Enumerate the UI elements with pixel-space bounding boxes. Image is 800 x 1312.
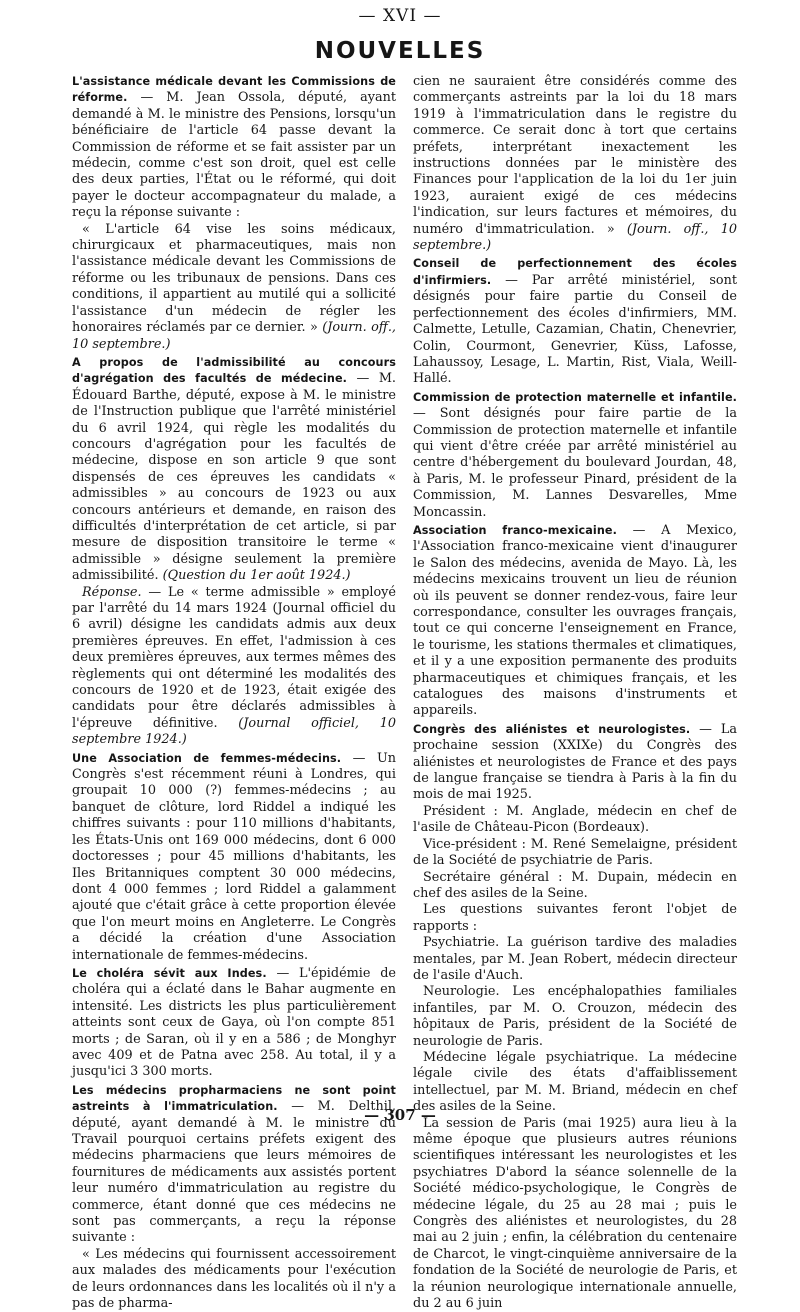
reply-label: Réponse. xyxy=(82,584,142,600)
congress-session-details: La session de Paris (mai 1925) aura lieu à la même époque que plusieurs autres réunions scientifiques intéressant les neurologistes et les psychiatres D'abord la séance solennelle de la Société médico-psychologique, le Congrès de médecine légale, du 25 au 28 mai ; puis le Congrès des aliénistes et neurologistes, du 28 mai au 2 juin ; enfin, la célébration du centenaire de Charcot, le vingt-cinquième anniversaire de la fondation de la Société de neurologie de Paris, et la réunion neurologique internationale annuelle, du 2 au 6 juin xyxy=(413,1115,737,1312)
article-heading: L'assistance médicale devant les Commissions de réforme. xyxy=(72,75,396,105)
article-body: — M. Édouard Barthe, député, expose à M. le ministre de l'Instruction publique que l'arrêté ministériel du 6 avril 1924, qui règle les modalités du concours d'agrégation pour les facultés de médecine, dispose en son article 9 que sont dispensés de ces épreuves les candidats « admissibles » au concours de 1923 ou aux concours antérieurs et demande, en raison des difficultés d'interprétation de cet article, si par mesure de disposition transitoire le terme « admissible » désigne seulement la première admissibilité. xyxy=(72,371,396,584)
article-congres-alienistes xyxy=(413,722,737,1312)
article-propharmaciens-continued xyxy=(413,74,737,254)
congress-medecine-legale: Médecine légale psychiatrique. La médecine légale civile des états d'affaiblissement intellectuel, par M. M. Briand, médecin en chef des asiles de la Seine. xyxy=(413,1049,737,1115)
reply-citation: (Journal officiel, 10 septembre 1924.) xyxy=(72,715,396,748)
right-column xyxy=(413,74,737,1312)
article-body: — La prochaine session (XXIXe) du Congrès des aliénistes et neurologistes de France et des pays de langue française se tiendra à Paris à la fin du mois de mai 1925. xyxy=(413,721,737,803)
article-body: — M. Delthil, député, ayant demandé à M. le ministre du Travail pourquoi certains préfets exigent des médecins pharmaciens que leurs mémoires de fournitures de médicaments aux assistés portent leur numéro d'immatriculation au registre du commerce, étant donné que ces médecins ne sont pas commerçants, a reçu la réponse suivante : xyxy=(72,1099,396,1246)
article-quote: « Les médecins qui fournissent accessoirement aux malades des médicaments pour l'exécution de leurs ordonnances dans les localités où il n'y a pas de pharma- xyxy=(72,1246,396,1312)
article-franco-mexicaine xyxy=(413,523,737,720)
article-body: — M. Jean Ossola, député, ayant demandé à M. le ministre des Pensions, lorsqu'un bénéficiaire de l'article 64 passe devant la Commission de réforme et se fait assister par un médecin, comme c'est son droit, quel est celle des deux parties, l'État ou le réformé, qui doit payer le docteur accompagnateur du malade, a reçu la réponse suivante : xyxy=(72,90,396,221)
article-cholera xyxy=(72,966,396,1081)
congress-vice-president: Vice-président : M. René Semelaigne, président de la Société de psychiatrie de Paris. xyxy=(413,836,737,869)
article-body: — L'épidémie de choléra qui a éclaté dans le Bahar augmente en intensité. Les districts les plus particulièrement atteints sont ceux de Gaya, où l'on compte 851 morts ; de Saran, où il y en a 586 ; de Monghyr avec 409 et de Patna avec 258. Au total, il y a jusqu'ici 3 300 morts. xyxy=(72,965,396,1080)
article-protection-maternelle xyxy=(413,390,737,521)
article-assistance-medicale xyxy=(72,74,396,353)
article-body: — Un Congrès s'est récemment réuni à Londres, qui groupait 10 000 (?) femmes-médecins ; au banquet de clôture, lord Riddel a indiqué les chiffres suivants : pour 110 millions d'habitants, les États-Unis ont 169 000 médecins, dont 6 000 doctoresses ; pour 45 millions d'habitants, les Iles Britanniques comptent 30 000 médecins, dont 4 000 femmes ; lord Riddel a galamment ajouté que c'était grâce à cette proportion élevée que l'on meurt moins en Angleterre. Le Congrès a décidé la création d'une Association internationale de femmes-médecins. xyxy=(72,750,396,963)
article-heading: Association franco-mexicaine. xyxy=(413,523,617,537)
article-heading: A propos de l'admissibilité au concours d'agrégation des facultés de médecine. xyxy=(72,355,396,386)
article-body: — A Mexico, l'Association franco-mexicaine vient d'inaugurer le Salon des médecins, avenida de Mayo. Là, les médecins mexicains trouvent un lieu de réunion où ils peuvent se donner rendez-vous, faire leur correspondance, consulter les ouvrages français, tout ce qui concerne l'enseignement en France, le tourisme, les stations thermales et climatiques, et il y a une exposition permanente des produits pharmaceutiques et chimiques français, et les catalogues des maisons d'instruments et appareils. xyxy=(413,522,737,719)
article-heading: Le choléra sévit aux Indes. xyxy=(72,966,267,980)
article-citation: (Journ. off., 10 septembre.) xyxy=(72,320,396,352)
congress-secretary: Secrétaire général : M. Dupain, médecin en chef des asiles de la Seine. xyxy=(413,869,737,901)
article-conseil-infirmiers xyxy=(413,256,737,387)
reply-body: — Le « terme admissible » employé par l'arrêté du 14 mars 1924 (Journal officiel du 6 avril) désigne les candidats admis aux deux premières épreuves. En effet, l'admission à ces deux premières épreuves, aux termes mêmes des règlements qui ont déterminé les modalités des concours de 1920 et de 1923, était exigée des candidats pour être déclarés admissibles à l'épreuve définitive. xyxy=(72,584,396,731)
article-body: cien ne sauraient être considérés comme des commerçants astreints par la loi du 18 mars 1919 à l'immatriculation dans le registre du commerce. Ce serait donc à tort que certains préfets, interprétant inexactement les instructions données par le ministère des Finances pour l'application de la loi du 1er juin 1923, auraient exigé de ces médecins l'indication, sur leurs factures et mémoires, du numéro d'immatriculation. » xyxy=(413,74,737,237)
congress-president: Président : M. Anglade, médecin en chef de l'asile de Château-Picon (Bordeaux). xyxy=(413,803,737,836)
article-heading: Une Association de femmes-médecins. xyxy=(72,751,342,765)
article-body: — Par arrêté ministériel, sont désignés pour faire partie du Conseil de perfectionnement des écoles d'infirmiers, MM. Calmette, Letulle, Cazamian, Chatin, Chenevrier, Colin, Courmont, Genevrier, Küss, Lafosse, Lahaussoy, Lesage, L. Martin, Rist, Viala, Weill-Hallé. xyxy=(413,272,737,387)
article-body: — Sont désignés pour faire partie de la Commission de protection maternelle et infantile qui vient d'être créée par arrêté ministériel au centre d'hébergement du boulevard Jourdan, 48, à Paris, M. le professeur Pinard, président de la Commission, M. Lannes Desvarelles, Mme Moncassin. xyxy=(413,406,737,520)
article-heading: Conseil de perfectionnement des écoles d'infirmiers. xyxy=(413,257,737,287)
article-agregation xyxy=(72,355,396,749)
article-citation: (Question du 1er août 1924.) xyxy=(162,568,351,584)
section-title: NOUVELLES xyxy=(314,38,486,64)
article-heading: Congrès des aliénistes et neurologistes. xyxy=(413,722,691,736)
article-femmes-medecins xyxy=(72,751,396,964)
article-citation: (Journ. off., 10 septembre.) xyxy=(413,221,737,254)
congress-psychiatrie: Psychiatrie. La guérison tardive des maladies mentales, par M. Jean Robert, médecin directeur de l'asile d'Auch. xyxy=(413,935,737,983)
article-heading: Les médecins propharmaciens ne sont point astreints à l'immatriculation. xyxy=(72,1083,396,1114)
congress-questions-intro: Les questions suivantes feront l'objet de rapports : xyxy=(413,902,737,934)
article-heading: Commission de protection maternelle et infantile. xyxy=(413,390,737,404)
article-quote: « L'article 64 vise les soins médicaux, chirurgicaux et pharmaceutiques, mais non l'assistance médicale devant les Commissions de réforme ou les tribunaux de pensions. Dans ces conditions, il appartient au mutilé qui a sollicité l'assistance d'un médecin de régler les honoraires réclamés par ce dernier. » xyxy=(72,221,396,336)
congress-neurologie: Neurologie. Les encéphalopathies familiales infantiles, par M. O. Crouzon, médecin des hôpitaux de Paris, président de la Société de neurologie de Paris. xyxy=(413,984,737,1049)
left-column xyxy=(72,74,396,1312)
page-number: — 307 — xyxy=(364,1106,436,1124)
page-roman-numeral: — XVI — xyxy=(358,6,442,26)
